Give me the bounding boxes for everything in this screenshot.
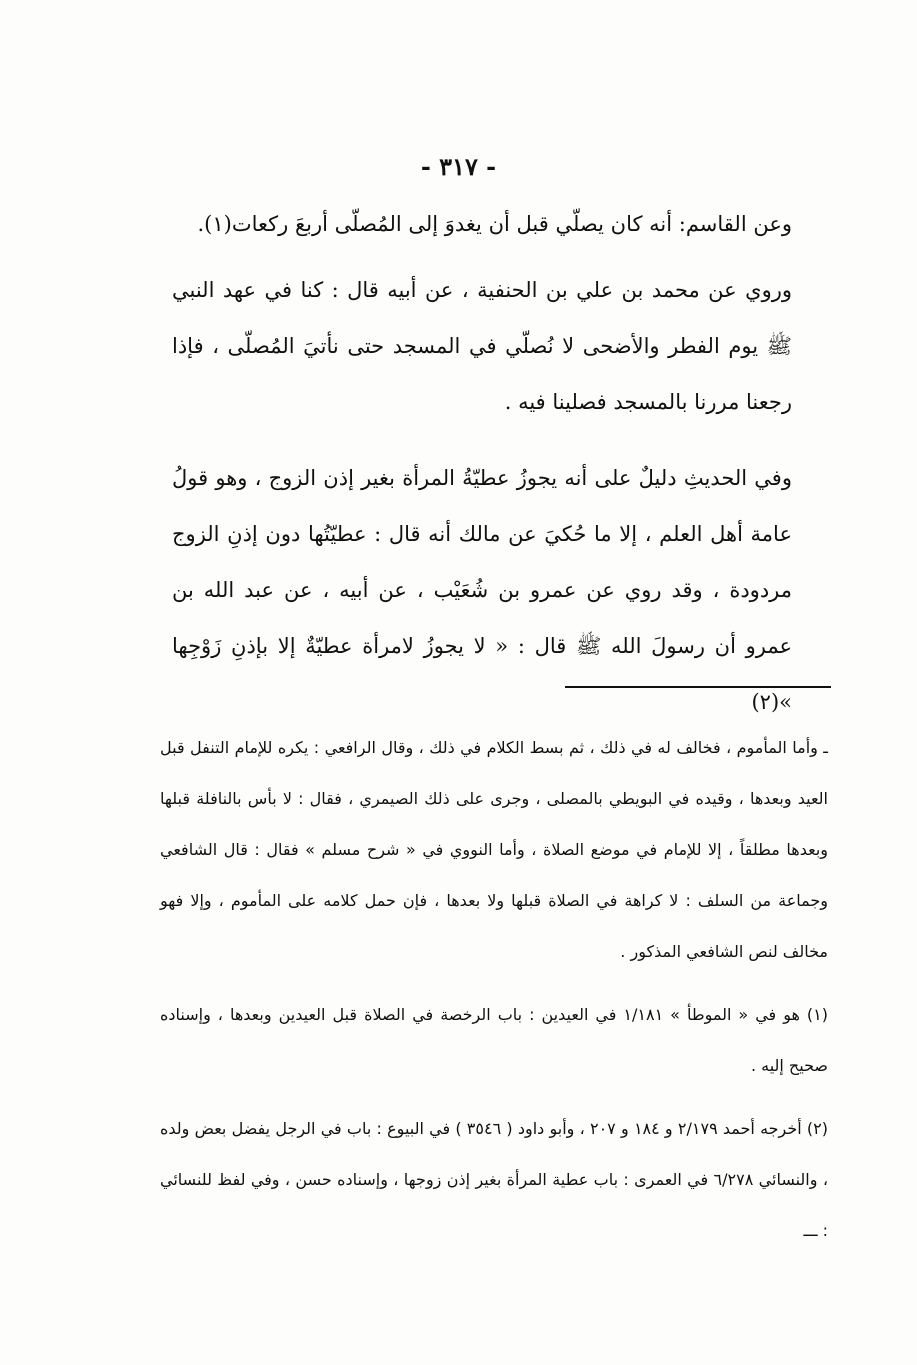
footnote-continuation: ـ وأما المأموم ، فخالف له في ذلك ، ثم بسط الكلام في ذلك ، وقال الرافعي : يكره للإمام التنفل قبل العيد وبعدها ، وقيده في البويطي بالمصلى ، وجرى على ذلك الصيمري ، فقال : لا بأس بالنافلة قبلها وبعدها مطلقاً ، إلا للإمام في موضع الصلاة ، وأما النووي في « شرح مسلم » فقال : قال الشافعي وجماعة من السلف : لا كراهة في الصلاة قبلها ولا بعدها ، فإن حمل كلامه على المأموم ، وإلا فهو مخالف لنص الشافعي المذكور . (160, 738, 828, 961)
footnote-2: (٢) أخرجه أحمد ٢/١٧٩ و ١٨٤ و ٢٠٧ ، وأبو داود ( ٣٥٤٦ ) في البيوع : باب في الرجل يفضل بعض ولده ، والنسائي ٦/٢٧٨ في العمرى : باب عطية المرأة بغير إذن زوجها ، وإسناده حسن ، وفي لفظ للنسائي : ـــ (160, 1119, 829, 1240)
footnote-1: (١) هو في « الموطأ » ١/١٨١ في العيدين : باب الرخصة في الصلاة قبل العيدين وبعدها ، وإسناده صحيح إليه . (160, 1005, 829, 1075)
paragraph-ibn-hanafiyya: وروي عن محمد بن علي بن الحنفية ، عن أبيه قال : كنا في عهد النبي ﷺ يوم الفطر والأضحى لا نُصلّي في المسجد حتى نأتيَ المُصلّى ، فإذا رجعنا مررنا بالمسجد فصلينا فيه . (172, 278, 792, 414)
page-number: - ٣١٧ - (420, 152, 497, 181)
main-text (172, 196, 792, 730)
footnote-divider (565, 686, 831, 688)
footnotes-section (160, 722, 828, 1256)
paragraph-hadith-evidence: وفي الحديثِ دليلٌ على أنه يجوزُ عطيّةُ المرأة بغير إذن الزوج ، وهو قولُ عامة أهل العلم ، إلا ما حُكيَ عن مالك أنه قال : عطيّتُها دون إذنِ الزوج مردودة ، وقد روي عن عمرو بن شُعَيْب ، عن أبيه ، عن عبد الله بن عمرو أن رسولَ الله ﷺ قال : « لا يجوزُ لامرأة عطيّةٌ إلا بإذنِ زَوْجِها »(٢) (172, 466, 792, 714)
paragraph-qasim: وعن القاسم: أنه كان يصلّي قبل أن يغدوَ إلى المُصلّى أربعَ ركعات(١). (197, 212, 792, 236)
